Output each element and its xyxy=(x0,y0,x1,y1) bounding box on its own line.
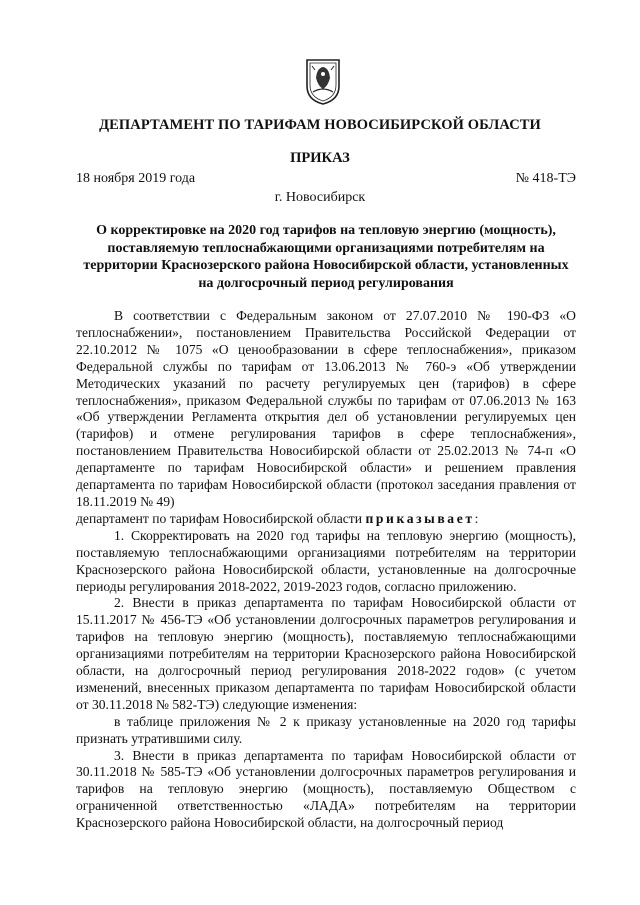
department-title: ДЕПАРТАМЕНТ ПО ТАРИФАМ НОВОСИБИРСКОЙ ОБЛАСТИ xyxy=(99,117,541,133)
paragraph-item-2-sub: в таблице приложения № 2 к приказу установленные на 2020 год тарифы признать утратившими силу. xyxy=(76,713,576,746)
order-subject: О корректировке на 2020 год тарифов на тепловую энергию (мощность), поставляемую теплоснабжающими организациями потребителям на территории Краснозерского района Новосибирской области, установленных на долгосрочный период регулирования xyxy=(83,223,569,291)
document-body xyxy=(76,308,576,832)
paragraph-item-2: 2. Внести в приказ департамента по тарифам Новосибирской области от 15.11.2017 № 456-ТЭ «Об установлении долгосрочных параметров регулирования и тарифов на тепловую энергию (мощность), поставляемую теплоснабжающими организациями потребителям на территории Краснозерского района Новосибирской области, на долгосрочный период регулирования 2018-2022 годов» (с учетом изменений, внесенных приказом департамента по тарифам Новосибирской области от 30.11.2018 № 582-ТЭ) следующие изменения: xyxy=(76,595,576,712)
order-city: г. Новосибирск xyxy=(274,190,366,205)
document-type: ПРИКАЗ xyxy=(290,150,350,166)
order-number: № 418-ТЭ xyxy=(515,171,576,186)
coat-of-arms-icon xyxy=(303,56,343,106)
preamble-paragraph: В соответствии с Федеральным законом от 27.07.2010 № 190-ФЗ «О теплоснабжении», постановлением Правительства Российской Федерации от 22.10.2012 № 1075 «О ценообразовании в сфере теплоснабжения», приказом Федеральной службы по тарифам от 13.06.2013 № 760-э «Об утверждении Методических указаний по расчету регулируемых цен (тарифов) в сфере теплоснабжения», приказом Федеральной службы по тарифам от 07.06.2013 № 163 «Об утверждении Регламента открытия дел об установлении регулируемых цен (тарифов) и отмене регулирования тарифов в сфере теплоснабжения», постановлением Правительства Новосибирской области от 25.02.2013 № 74-п «О департаменте по тарифам Новосибирской области» и решением правления департамента по тарифам Новосибирской области (протокол заседания правления от 18.11.2019 № 49) xyxy=(76,308,576,509)
paragraph-item-1: 1. Скорректировать на 2020 год тарифы на тепловую энергию (мощность), поставляемую теплоснабжающими организациями потребителям на территории Краснозерского района Новосибирской области, установленные на долгосрочные периоды регулирования 2018-2022, 2019-2023 годов, согласно приложению. xyxy=(76,527,576,594)
orders-word: приказывает xyxy=(365,510,475,526)
orders-colon: : xyxy=(474,510,479,526)
orders-prefix: департамент по тарифам Новосибирской области xyxy=(76,510,363,526)
orders-line xyxy=(76,511,576,528)
order-date: 18 ноября 2019 года xyxy=(76,171,196,186)
paragraph-item-3: 3. Внести в приказ департамента по тарифам Новосибирской области от 30.11.2018 № 585-ТЭ «Об установлении долгосрочных параметров регулирования и тарифов на тепловую энергию (мощность), поставляемую Обществом с ограниченной ответственностью «ЛАДА» потребителям на территории Краснозерского района Новосибирской области, на долгосрочный период xyxy=(76,747,576,831)
